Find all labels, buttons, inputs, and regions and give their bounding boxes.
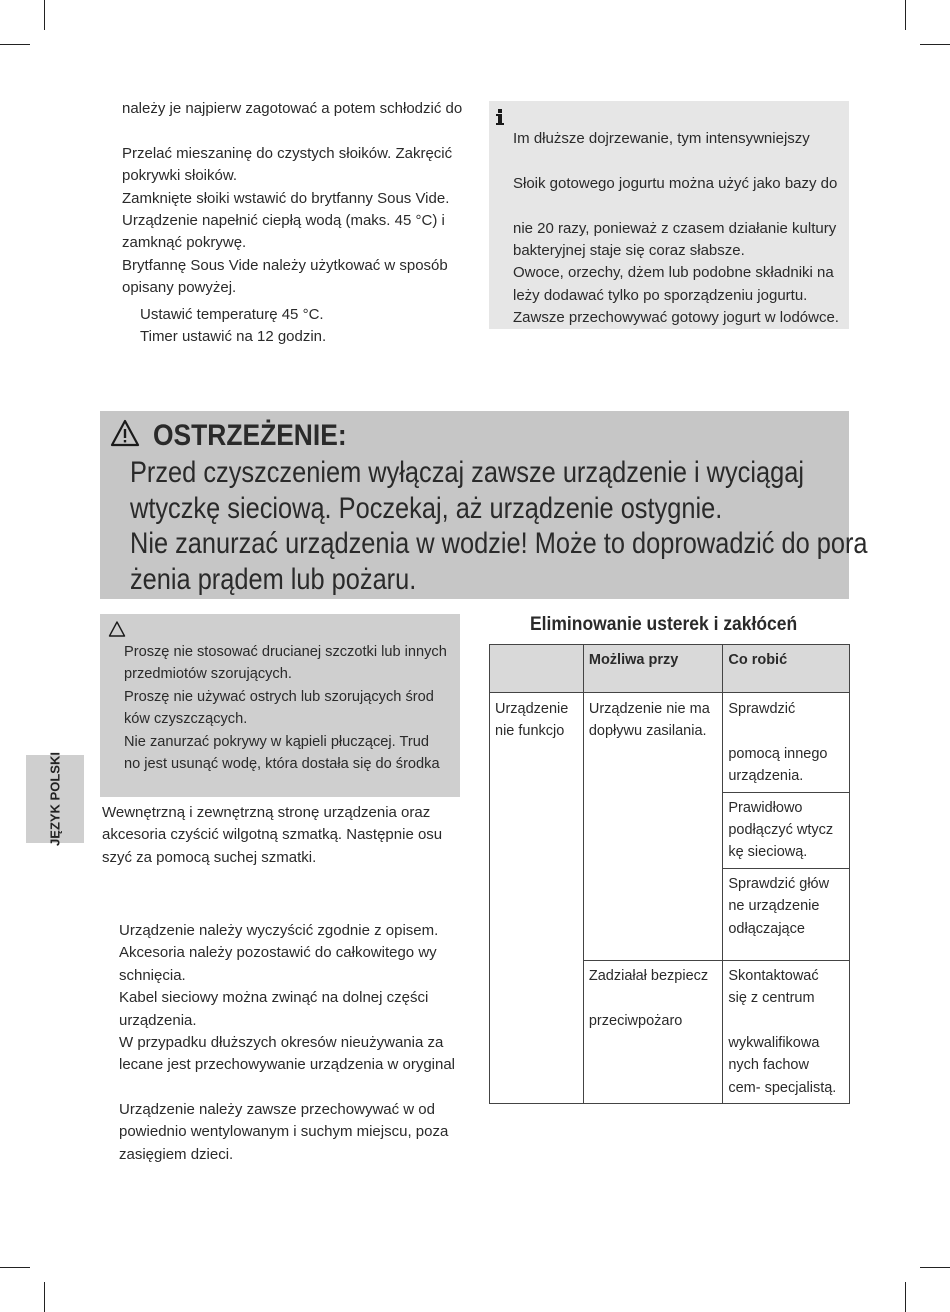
cell-line: urządzenia. [728, 768, 804, 785]
text-line [122, 120, 462, 142]
cell-line: Urządzenie [495, 701, 569, 717]
text-line: ków czyszczących. [124, 711, 248, 728]
cell-line: nych fachow [728, 1057, 809, 1074]
cell-line: kę sieciową. [728, 844, 808, 861]
cell-line: dopływu zasilania. [588, 723, 707, 740]
cell-line: podłączyć wtycz [728, 822, 834, 839]
text-line: zamknąć pokrywę. [122, 234, 247, 252]
crop-mark [44, 0, 45, 30]
language-tab-label: JĘZYK POLSKI [47, 752, 63, 846]
table-header-cell: Co robić [723, 645, 850, 693]
info-text [513, 128, 839, 330]
text-line: Proszę nie używać ostrych lub szorujących środ [124, 688, 434, 705]
caution-triangle-icon [108, 620, 126, 638]
text-line: lecane jest przechowywanie urządzenia w oryginal [119, 1056, 456, 1074]
text-line: Owoce, orzechy, dżem lub podobne składniki na [513, 264, 834, 282]
remedy-cell [723, 868, 850, 960]
text-line: opisany powyżej. [122, 279, 237, 297]
text-line: Urządzenie należy wyczyścić zgodnie z opisem. [119, 922, 439, 939]
text-line: leży dodawać tylko po sporządzeniu jogurtu. [513, 286, 808, 304]
text-line: Przelać mieszaninę do czystych słoików. Zakręcić [122, 144, 453, 162]
text-line: pokrywki słoików. [122, 167, 238, 185]
text-line [513, 195, 839, 217]
warning-body [130, 455, 868, 597]
top-left-text [122, 98, 462, 300]
cell-line: przeciwpożaro [588, 1012, 683, 1029]
language-tab [26, 752, 84, 846]
text-line: Proszę nie stosować drucianej szczotki lub innych [124, 644, 447, 660]
cell-line: ne urządzenie [728, 898, 820, 915]
crop-mark [0, 1267, 30, 1268]
cleaning-text [102, 802, 442, 869]
text-line: Brytfannę Sous Vide należy użytkować w sposób [122, 256, 448, 274]
text-line: Zawsze przechowywać gotowy jogurt w lodówce. [513, 309, 839, 327]
text-line: Zamknięte słoiki wstawić do brytfanny Sous Vide. [122, 189, 450, 207]
text-line: schnięcia. [119, 966, 186, 984]
cell-line [728, 1010, 844, 1032]
warning-line: Nie zanurzać urządzenia w wodzie! Może to doprowadzić do pora [130, 527, 868, 560]
problem-cell [490, 693, 584, 1104]
text-line: Kabel sieciowy można zwinąć na dolnej części [119, 989, 429, 1007]
table-row [490, 693, 850, 793]
text-line: bakteryjnej staje się coraz słabsze. [513, 242, 745, 259]
caution-text [124, 641, 447, 775]
crop-mark [920, 44, 950, 45]
cell-line [728, 720, 844, 742]
text-line: Urządzenie należy zawsze przechowywać w od [119, 1101, 435, 1118]
text-line: nie 20 razy, ponieważ z czasem działanie kultury [513, 219, 837, 237]
warning-title: OSTRZEŻENIE: [153, 419, 347, 452]
text-line: urządzenia. [119, 1011, 197, 1029]
cell-line: Zadziałał bezpiecz [588, 967, 709, 984]
storage-text [119, 920, 455, 1077]
cause-cell [583, 693, 722, 961]
info-icon [495, 109, 505, 125]
text-line: należy je najpierw zagotować a potem schłodzić do [122, 100, 463, 117]
warning-line: wtyczkę sieciową. Poczekaj, aż urządzenie ostygnie. [130, 491, 723, 525]
cell-line: się z centrum [728, 990, 815, 1007]
table-header-cell: Możliwa przy [583, 645, 722, 693]
text-line: Ustawić temperaturę 45 °C. [140, 306, 324, 323]
text-line: Akcesoria należy pozostawić do całkowitego wy [119, 944, 437, 962]
crop-mark [44, 1282, 45, 1312]
text-line: Im dłuższe dojrzewanie, tym intensywniejszy [513, 130, 810, 147]
text-line: no jest usunąć wodę, która dostała się do środka [124, 756, 440, 773]
crop-mark [920, 1267, 950, 1268]
cell-line: odłączające [728, 920, 805, 937]
text-line: Wewnętrzną i zewnętrzną stronę urządzenia oraz [102, 804, 431, 821]
troubleshooting-heading: Eliminowanie usterek i zakłóceń [530, 614, 798, 635]
remedy-cell [723, 693, 850, 793]
text-line: Słoik gotowego jogurtu można użyć jako bazy do [513, 174, 838, 192]
cell-line: Sprawdzić głów [728, 875, 830, 892]
text-line: powiednio wentylowanym i suchym miejscu, poza [119, 1123, 449, 1141]
crop-mark [905, 1282, 906, 1312]
table-header-cell [490, 645, 584, 693]
cell-line: wykwalifikowa [728, 1035, 820, 1052]
text-line: Nie zanurzać pokrywy w kąpieli płuczącej. Trud [124, 733, 429, 750]
cell-line: Urządzenie nie ma [588, 701, 710, 717]
text-line: szyć za pomocą suchej szmatki. [102, 848, 317, 866]
text-line [513, 150, 839, 172]
storage-text-2 [119, 1099, 448, 1166]
warning-line: Przed czyszczeniem wyłączaj zawsze urządzenie i wyciągaj [130, 456, 804, 489]
crop-mark [0, 44, 30, 45]
cell-line: Sprawdzić [728, 701, 796, 717]
text-line: Urządzenie napełnić ciepłą wodą (maks. 45 °C) i [122, 212, 445, 230]
cell-line: Prawidłowo [728, 799, 803, 816]
cell-line: Skontaktować [728, 967, 819, 984]
crop-mark [905, 0, 906, 30]
cause-cell [583, 960, 722, 1103]
remedy-cell [723, 960, 850, 1103]
cell-line: cem- specjalistą. [728, 1079, 837, 1096]
cell-line: nie funkcjo [495, 723, 565, 740]
cell-line [589, 987, 717, 1009]
settings-text [140, 304, 326, 349]
text-line: zasięgiem dzieci. [119, 1145, 234, 1163]
warning-line: żenia prądem lub pożaru. [130, 562, 417, 596]
text-line: Timer ustawić na 12 godzin. [140, 328, 327, 346]
table-header-row [490, 645, 850, 693]
troubleshooting-table [489, 644, 850, 1104]
remedy-cell [723, 792, 850, 868]
cell-line: pomocą innego [728, 745, 828, 762]
warning-triangle-icon [110, 419, 140, 447]
text-line: przedmiotów szorujących. [124, 666, 292, 683]
text-line: W przypadku dłuższych okresów nieużywania za [119, 1034, 444, 1052]
text-line: akcesoria czyścić wilgotną szmatką. Następnie osu [102, 826, 443, 844]
